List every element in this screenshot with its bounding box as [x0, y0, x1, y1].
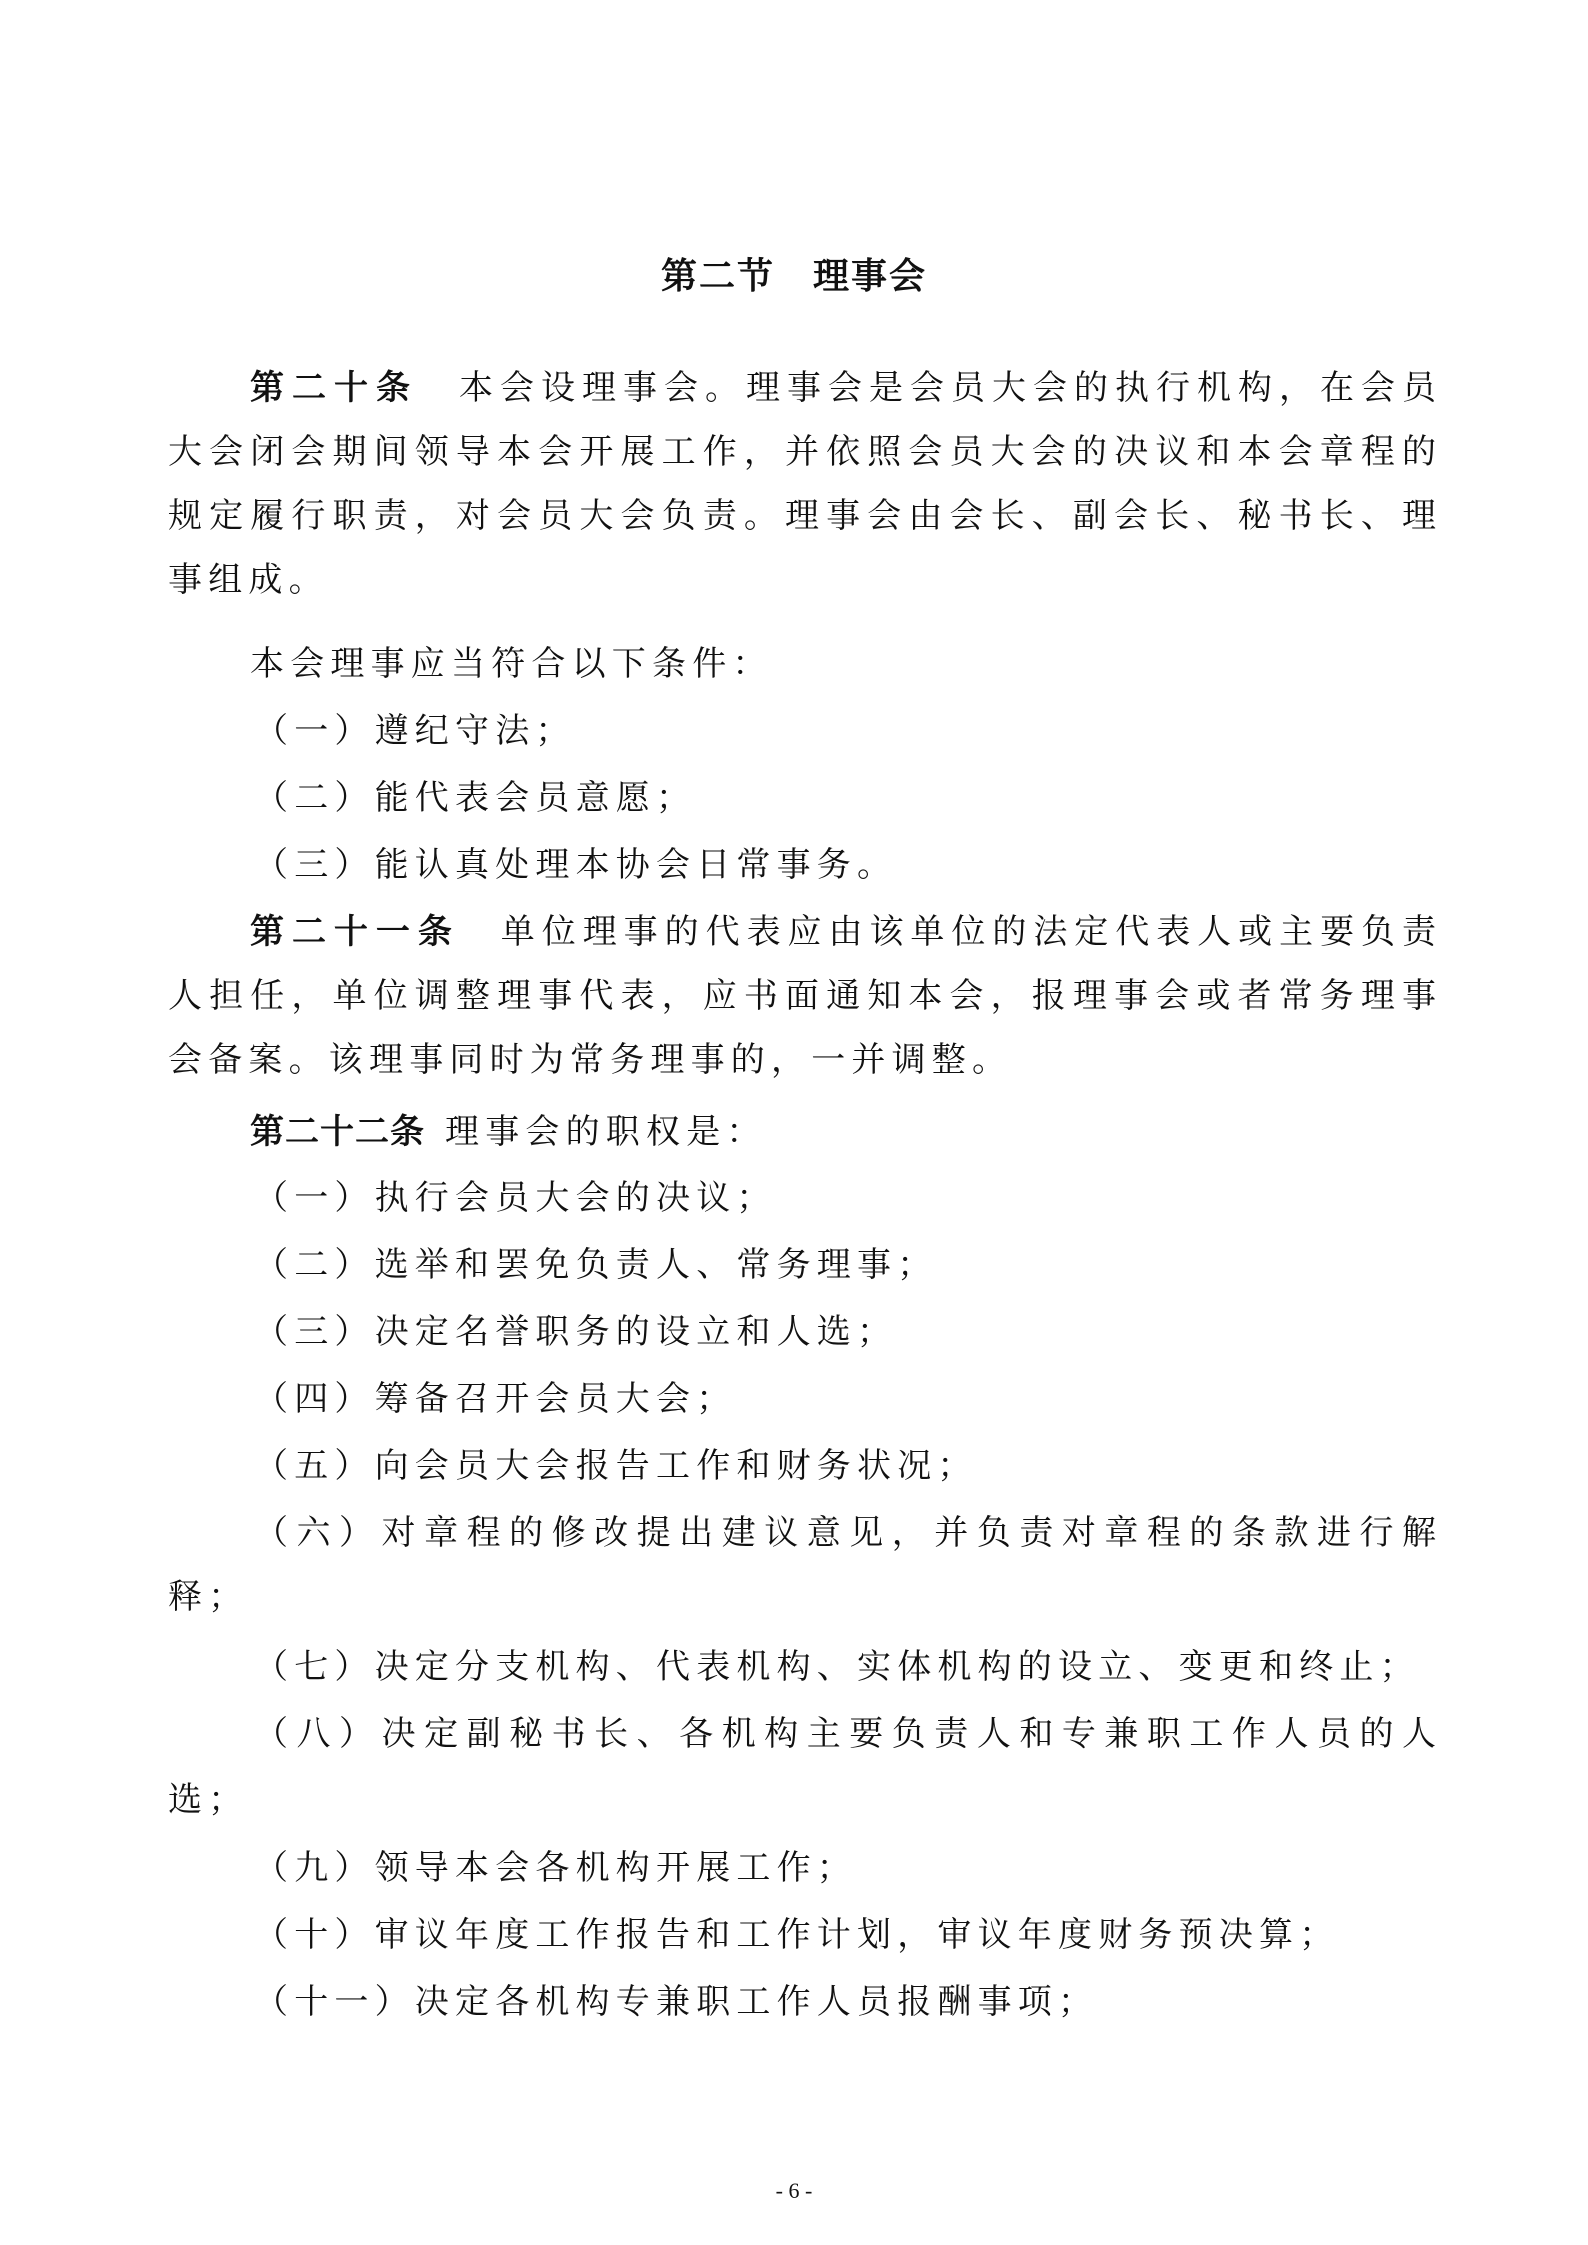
article-21-line: 人担任，单位调整理事代表，应书面通知本会，报理事会或者常务理事 [168, 976, 1436, 1016]
condition-item: （一）遵纪守法； [254, 711, 576, 751]
power-item: （八）决定副秘书长、各机构主要负责人和专兼职工作人员的人 [254, 1714, 1436, 1754]
article-22-label: 第二十二条 [250, 1112, 425, 1152]
article-20-label: 第二十条 [250, 368, 418, 408]
article-21-text: 单位理事的代表应由该单位的法定代表人或主要负责 [493, 912, 1437, 952]
power-item-continuation: 释； [168, 1577, 249, 1617]
condition-item: （三）能认真处理本协会日常事务。 [254, 845, 898, 885]
power-item: （三）决定名誉职务的设立和人选； [254, 1312, 898, 1352]
power-item: （十）审议年度工作报告和工作计划，审议年度财务预决算； [254, 1915, 1340, 1955]
article-21-label: 第二十一条 [250, 912, 460, 952]
power-item-continuation: 选； [168, 1780, 249, 1820]
article-20-first-line [250, 366, 1436, 410]
article-22-intro: 理事会的职权是： [445, 1112, 767, 1152]
section-title: 第二节 理事会 [660, 256, 927, 297]
power-item: （六）对章程的修改提出建议意见，并负责对章程的条款进行解 [254, 1513, 1436, 1553]
article-20-text: 本会设理事会。理事会是会员大会的执行机构，在会员 [452, 368, 1436, 408]
article-20-line: 规定履行职责，对会员大会负责。理事会由会长、副会长、秘书长、理 [168, 496, 1436, 536]
power-item: （九）领导本会各机构开展工作； [254, 1848, 857, 1888]
condition-item: （二）能代表会员意愿； [254, 778, 697, 818]
power-item: （七）决定分支机构、代表机构、实体机构的设立、变更和终止； [254, 1647, 1420, 1687]
page-number: - 6 - [775, 2178, 813, 2203]
power-item: （一）执行会员大会的决议； [254, 1178, 777, 1218]
power-item: （五）向会员大会报告工作和财务状况； [254, 1446, 978, 1486]
article-21-line: 会备案。该理事同时为常务理事的，一并调整。 [168, 1040, 1013, 1080]
article-21-first-line [250, 910, 1436, 954]
article-20-line: 大会闭会期间领导本会开展工作，并依照会员大会的决议和本会章程的 [168, 432, 1436, 472]
article-20-line: 事组成。 [168, 560, 329, 600]
conditions-intro: 本会理事应当符合以下条件： [250, 644, 773, 684]
article-22-first-line [250, 1110, 1436, 1154]
power-item: （十一）决定各机构专兼职工作人员报酬事项； [254, 1982, 1099, 2022]
power-item: （二）选举和罢免负责人、常务理事； [254, 1245, 938, 1285]
power-item: （四）筹备召开会员大会； [254, 1379, 737, 1419]
